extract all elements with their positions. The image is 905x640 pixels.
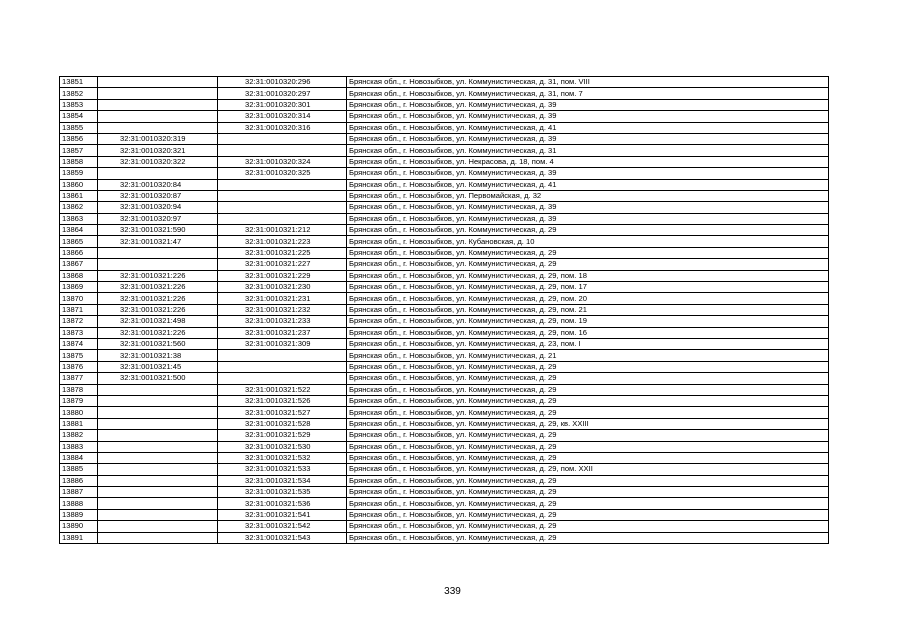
row-number-cell: 13869 xyxy=(60,282,98,293)
new-cadastral-number-cell xyxy=(218,361,347,372)
table-row xyxy=(60,304,829,315)
new-cadastral-number-cell: 32:31:0010321:227 xyxy=(218,259,347,270)
table-row xyxy=(60,213,829,224)
row-number-cell: 13888 xyxy=(60,498,98,509)
address-cell: Брянская обл., г. Новозыбков, ул. Коммунистическая, д. 29 xyxy=(347,452,829,463)
old-cadastral-number-cell: 32:31:0010320:97 xyxy=(98,213,218,224)
table-row xyxy=(60,498,829,509)
address-cell: Брянская обл., г. Новозыбков, ул. Коммунистическая, д. 29 xyxy=(347,373,829,384)
new-cadastral-number-cell: 32:31:0010321:529 xyxy=(218,430,347,441)
table-row xyxy=(60,202,829,213)
old-cadastral-number-cell: 32:31:0010320:321 xyxy=(98,145,218,156)
old-cadastral-number-cell: 32:31:0010320:84 xyxy=(98,179,218,190)
table-row xyxy=(60,384,829,395)
table-row xyxy=(60,395,829,406)
row-number-cell: 13854 xyxy=(60,111,98,122)
table-row xyxy=(60,236,829,247)
table-row xyxy=(60,464,829,475)
address-cell: Брянская обл., г. Новозыбков, ул. Коммунистическая, д. 29 xyxy=(347,521,829,532)
row-number-cell: 13861 xyxy=(60,190,98,201)
row-number-cell: 13880 xyxy=(60,407,98,418)
row-number-cell: 13891 xyxy=(60,532,98,543)
new-cadastral-number-cell xyxy=(218,202,347,213)
old-cadastral-number-cell xyxy=(98,247,218,258)
new-cadastral-number-cell: 32:31:0010321:232 xyxy=(218,304,347,315)
address-cell: Брянская обл., г. Новозыбков, ул. Коммунистическая, д. 29, пом. 19 xyxy=(347,316,829,327)
table-row xyxy=(60,99,829,110)
new-cadastral-number-cell: 32:31:0010321:309 xyxy=(218,338,347,349)
old-cadastral-number-cell xyxy=(98,498,218,509)
old-cadastral-number-cell xyxy=(98,168,218,179)
table-row xyxy=(60,270,829,281)
row-number-cell: 13890 xyxy=(60,521,98,532)
row-number-cell: 13882 xyxy=(60,430,98,441)
table-row xyxy=(60,407,829,418)
new-cadastral-number-cell xyxy=(218,373,347,384)
old-cadastral-number-cell: 32:31:0010321:226 xyxy=(98,304,218,315)
address-cell: Брянская обл., г. Новозыбков, ул. Коммунистическая, д. 39 xyxy=(347,99,829,110)
old-cadastral-number-cell xyxy=(98,430,218,441)
table-row xyxy=(60,509,829,520)
row-number-cell: 13864 xyxy=(60,225,98,236)
row-number-cell: 13853 xyxy=(60,99,98,110)
table-row xyxy=(60,361,829,372)
row-number-cell: 13876 xyxy=(60,361,98,372)
row-number-cell: 13852 xyxy=(60,88,98,99)
row-number-cell: 13863 xyxy=(60,213,98,224)
page-number: 339 xyxy=(444,586,461,597)
address-cell: Брянская обл., г. Новозыбков, ул. Коммунистическая, д. 29 xyxy=(347,395,829,406)
row-number-cell: 13883 xyxy=(60,441,98,452)
row-number-cell: 13874 xyxy=(60,338,98,349)
new-cadastral-number-cell: 32:31:0010321:527 xyxy=(218,407,347,418)
old-cadastral-number-cell: 32:31:0010320:322 xyxy=(98,156,218,167)
table-row xyxy=(60,316,829,327)
row-number-cell: 13881 xyxy=(60,418,98,429)
old-cadastral-number-cell xyxy=(98,111,218,122)
old-cadastral-number-cell xyxy=(98,418,218,429)
row-number-cell: 13879 xyxy=(60,395,98,406)
new-cadastral-number-cell: 32:31:0010320:301 xyxy=(218,99,347,110)
address-cell: Брянская обл., г. Новозыбков, ул. Первомайская, д. 32 xyxy=(347,190,829,201)
new-cadastral-number-cell xyxy=(218,179,347,190)
row-number-cell: 13870 xyxy=(60,293,98,304)
old-cadastral-number-cell xyxy=(98,464,218,475)
address-cell: Брянская обл., г. Новозыбков, ул. Коммунистическая, д. 29, пом. 17 xyxy=(347,282,829,293)
address-cell: Брянская обл., г. Новозыбков, ул. Коммунистическая, д. 39 xyxy=(347,213,829,224)
address-cell: Брянская обл., г. Новозыбков, ул. Коммунистическая, д. 39 xyxy=(347,111,829,122)
new-cadastral-number-cell xyxy=(218,145,347,156)
old-cadastral-number-cell: 32:31:0010321:47 xyxy=(98,236,218,247)
old-cadastral-number-cell: 32:31:0010321:226 xyxy=(98,282,218,293)
address-cell: Брянская обл., г. Новозыбков, ул. Коммунистическая, д. 29, пом. 18 xyxy=(347,270,829,281)
address-cell: Брянская обл., г. Новозыбков, ул. Коммунистическая, д. 29 xyxy=(347,532,829,543)
new-cadastral-number-cell: 32:31:0010321:530 xyxy=(218,441,347,452)
table-row xyxy=(60,88,829,99)
new-cadastral-number-cell: 32:31:0010321:532 xyxy=(218,452,347,463)
row-number-cell: 13877 xyxy=(60,373,98,384)
old-cadastral-number-cell xyxy=(98,532,218,543)
new-cadastral-number-cell: 32:31:0010321:212 xyxy=(218,225,347,236)
row-number-cell: 13862 xyxy=(60,202,98,213)
new-cadastral-number-cell: 32:31:0010321:225 xyxy=(218,247,347,258)
old-cadastral-number-cell xyxy=(98,487,218,498)
old-cadastral-number-cell: 32:31:0010321:45 xyxy=(98,361,218,372)
table-row xyxy=(60,179,829,190)
table-row xyxy=(60,452,829,463)
address-cell: Брянская обл., г. Новозыбков, ул. Коммунистическая, д. 29 xyxy=(347,441,829,452)
row-number-cell: 13887 xyxy=(60,487,98,498)
row-number-cell: 13886 xyxy=(60,475,98,486)
old-cadastral-number-cell: 32:31:0010321:226 xyxy=(98,293,218,304)
registry-table-body xyxy=(60,77,829,544)
row-number-cell: 13872 xyxy=(60,316,98,327)
address-cell: Брянская обл., г. Новозыбков, ул. Коммунистическая, д. 41 xyxy=(347,179,829,190)
new-cadastral-number-cell xyxy=(218,350,347,361)
address-cell: Брянская обл., г. Новозыбков, ул. Коммунистическая, д. 29, пом. 16 xyxy=(347,327,829,338)
old-cadastral-number-cell xyxy=(98,407,218,418)
address-cell: Брянская обл., г. Новозыбков, ул. Коммунистическая, д. 39 xyxy=(347,168,829,179)
table-row xyxy=(60,282,829,293)
new-cadastral-number-cell: 32:31:0010320:324 xyxy=(218,156,347,167)
row-number-cell: 13884 xyxy=(60,452,98,463)
table-row xyxy=(60,168,829,179)
table-row xyxy=(60,350,829,361)
table-row xyxy=(60,247,829,258)
address-cell: Брянская обл., г. Новозыбков, ул. Коммунистическая, д. 29, пом. 21 xyxy=(347,304,829,315)
row-number-cell: 13878 xyxy=(60,384,98,395)
table-row xyxy=(60,145,829,156)
address-cell: Брянская обл., г. Новозыбков, ул. Коммунистическая, д. 29 xyxy=(347,407,829,418)
old-cadastral-number-cell xyxy=(98,452,218,463)
old-cadastral-number-cell: 32:31:0010321:500 xyxy=(98,373,218,384)
table-row xyxy=(60,430,829,441)
table-row xyxy=(60,293,829,304)
new-cadastral-number-cell: 32:31:0010321:526 xyxy=(218,395,347,406)
table-row xyxy=(60,521,829,532)
new-cadastral-number-cell: 32:31:0010321:233 xyxy=(218,316,347,327)
new-cadastral-number-cell: 32:31:0010320:316 xyxy=(218,122,347,133)
address-cell: Брянская обл., г. Новозыбков, ул. Коммунистическая, д. 31, пом. 7 xyxy=(347,88,829,99)
new-cadastral-number-cell: 32:31:0010320:297 xyxy=(218,88,347,99)
address-cell: Брянская обл., г. Новозыбков, ул. Некрасова, д. 18, пом. 4 xyxy=(347,156,829,167)
old-cadastral-number-cell: 32:31:0010320:319 xyxy=(98,133,218,144)
new-cadastral-number-cell: 32:31:0010320:325 xyxy=(218,168,347,179)
address-cell: Брянская обл., г. Новозыбков, ул. Коммунистическая, д. 29 xyxy=(347,509,829,520)
old-cadastral-number-cell xyxy=(98,77,218,88)
address-cell: Брянская обл., г. Новозыбков, ул. Коммунистическая, д. 29, пом. 20 xyxy=(347,293,829,304)
old-cadastral-number-cell xyxy=(98,475,218,486)
address-cell: Брянская обл., г. Новозыбков, ул. Коммунистическая, д. 29 xyxy=(347,247,829,258)
new-cadastral-number-cell xyxy=(218,190,347,201)
table-row xyxy=(60,111,829,122)
row-number-cell: 13867 xyxy=(60,259,98,270)
table-row xyxy=(60,133,829,144)
table-row xyxy=(60,327,829,338)
old-cadastral-number-cell: 32:31:0010321:498 xyxy=(98,316,218,327)
row-number-cell: 13860 xyxy=(60,179,98,190)
new-cadastral-number-cell: 32:31:0010321:536 xyxy=(218,498,347,509)
old-cadastral-number-cell xyxy=(98,441,218,452)
row-number-cell: 13857 xyxy=(60,145,98,156)
row-number-cell: 13851 xyxy=(60,77,98,88)
new-cadastral-number-cell: 32:31:0010321:522 xyxy=(218,384,347,395)
address-cell: Брянская обл., г. Новозыбков, ул. Коммунистическая, д. 31 xyxy=(347,145,829,156)
new-cadastral-number-cell: 32:31:0010321:534 xyxy=(218,475,347,486)
row-number-cell: 13875 xyxy=(60,350,98,361)
old-cadastral-number-cell xyxy=(98,99,218,110)
address-cell: Брянская обл., г. Новозыбков, ул. Кубановская, д. 10 xyxy=(347,236,829,247)
table-row xyxy=(60,441,829,452)
old-cadastral-number-cell xyxy=(98,521,218,532)
new-cadastral-number-cell: 32:31:0010321:541 xyxy=(218,509,347,520)
new-cadastral-number-cell: 32:31:0010321:230 xyxy=(218,282,347,293)
old-cadastral-number-cell: 32:31:0010321:560 xyxy=(98,338,218,349)
new-cadastral-number-cell: 32:31:0010321:542 xyxy=(218,521,347,532)
old-cadastral-number-cell: 32:31:0010321:226 xyxy=(98,270,218,281)
row-number-cell: 13859 xyxy=(60,168,98,179)
registry-table xyxy=(59,76,829,544)
new-cadastral-number-cell: 32:31:0010321:533 xyxy=(218,464,347,475)
new-cadastral-number-cell: 32:31:0010320:296 xyxy=(218,77,347,88)
new-cadastral-number-cell: 32:31:0010321:229 xyxy=(218,270,347,281)
new-cadastral-number-cell: 32:31:0010321:237 xyxy=(218,327,347,338)
old-cadastral-number-cell xyxy=(98,384,218,395)
row-number-cell: 13871 xyxy=(60,304,98,315)
address-cell: Брянская обл., г. Новозыбков, ул. Коммунистическая, д. 29 xyxy=(347,487,829,498)
new-cadastral-number-cell: 32:31:0010321:231 xyxy=(218,293,347,304)
address-cell: Брянская обл., г. Новозыбков, ул. Коммунистическая, д. 29 xyxy=(347,475,829,486)
address-cell: Брянская обл., г. Новозыбков, ул. Коммунистическая, д. 41 xyxy=(347,122,829,133)
table-row xyxy=(60,418,829,429)
table-row xyxy=(60,77,829,88)
address-cell: Брянская обл., г. Новозыбков, ул. Коммунистическая, д. 29 xyxy=(347,225,829,236)
address-cell: Брянская обл., г. Новозыбков, ул. Коммунистическая, д. 21 xyxy=(347,350,829,361)
address-cell: Брянская обл., г. Новозыбков, ул. Коммунистическая, д. 29, кв. XXIII xyxy=(347,418,829,429)
address-cell: Брянская обл., г. Новозыбков, ул. Коммунистическая, д. 23, пом. I xyxy=(347,338,829,349)
old-cadastral-number-cell: 32:31:0010320:87 xyxy=(98,190,218,201)
row-number-cell: 13873 xyxy=(60,327,98,338)
new-cadastral-number-cell xyxy=(218,213,347,224)
address-cell: Брянская обл., г. Новозыбков, ул. Коммунистическая, д. 29 xyxy=(347,384,829,395)
row-number-cell: 13866 xyxy=(60,247,98,258)
old-cadastral-number-cell: 32:31:0010321:590 xyxy=(98,225,218,236)
table-row xyxy=(60,122,829,133)
old-cadastral-number-cell xyxy=(98,395,218,406)
new-cadastral-number-cell: 32:31:0010321:528 xyxy=(218,418,347,429)
table-row xyxy=(60,156,829,167)
row-number-cell: 13856 xyxy=(60,133,98,144)
address-cell: Брянская обл., г. Новозыбков, ул. Коммунистическая, д. 39 xyxy=(347,133,829,144)
address-cell: Брянская обл., г. Новозыбков, ул. Коммунистическая, д. 31, пом. VIII xyxy=(347,77,829,88)
row-number-cell: 13855 xyxy=(60,122,98,133)
old-cadastral-number-cell xyxy=(98,259,218,270)
new-cadastral-number-cell: 32:31:0010321:535 xyxy=(218,487,347,498)
old-cadastral-number-cell: 32:31:0010321:38 xyxy=(98,350,218,361)
row-number-cell: 13868 xyxy=(60,270,98,281)
old-cadastral-number-cell xyxy=(98,88,218,99)
row-number-cell: 13889 xyxy=(60,509,98,520)
old-cadastral-number-cell: 32:31:0010320:94 xyxy=(98,202,218,213)
address-cell: Брянская обл., г. Новозыбков, ул. Коммунистическая, д. 29 xyxy=(347,361,829,372)
old-cadastral-number-cell: 32:31:0010321:226 xyxy=(98,327,218,338)
table-row xyxy=(60,475,829,486)
new-cadastral-number-cell: 32:31:0010321:223 xyxy=(218,236,347,247)
row-number-cell: 13885 xyxy=(60,464,98,475)
row-number-cell: 13858 xyxy=(60,156,98,167)
table-row xyxy=(60,373,829,384)
new-cadastral-number-cell xyxy=(218,133,347,144)
new-cadastral-number-cell: 32:31:0010320:314 xyxy=(218,111,347,122)
address-cell: Брянская обл., г. Новозыбков, ул. Коммунистическая, д. 29 xyxy=(347,430,829,441)
row-number-cell: 13865 xyxy=(60,236,98,247)
table-row xyxy=(60,259,829,270)
address-cell: Брянская обл., г. Новозыбков, ул. Коммунистическая, д. 29 xyxy=(347,498,829,509)
table-row xyxy=(60,190,829,201)
old-cadastral-number-cell xyxy=(98,509,218,520)
table-row xyxy=(60,487,829,498)
table-row xyxy=(60,338,829,349)
address-cell: Брянская обл., г. Новозыбков, ул. Коммунистическая, д. 39 xyxy=(347,202,829,213)
table-row xyxy=(60,225,829,236)
table-row xyxy=(60,532,829,543)
new-cadastral-number-cell: 32:31:0010321:543 xyxy=(218,532,347,543)
address-cell: Брянская обл., г. Новозыбков, ул. Коммунистическая, д. 29 xyxy=(347,259,829,270)
address-cell: Брянская обл., г. Новозыбков, ул. Коммунистическая, д. 29, пом. XXII xyxy=(347,464,829,475)
old-cadastral-number-cell xyxy=(98,122,218,133)
